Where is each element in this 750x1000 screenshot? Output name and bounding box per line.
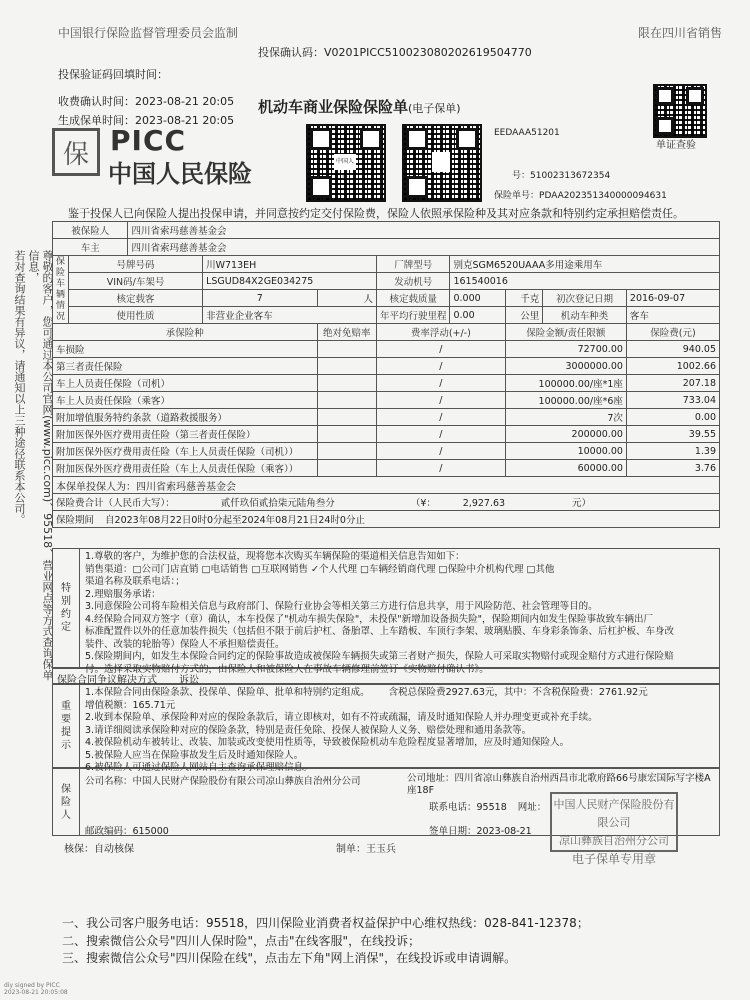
notice-label: 重要提示: [61, 701, 71, 751]
vehicle-section-label: 保险车辆情况: [53, 256, 69, 324]
coverage-name: 附加医保外医疗费用责任险（车上人员责任保险（乘客））: [53, 460, 318, 477]
payment-time-label: 收费确认时间：: [58, 95, 135, 108]
footer-line: 一、我公司客户服务电话：95518，四川保险业消费者权益保护中心维权热线：028-841-12378；: [62, 916, 589, 930]
contact-row: [429, 799, 546, 813]
coverage-amount: 10000.00: [505, 443, 626, 460]
coverage-premium: 733.04: [626, 392, 719, 409]
plate-value: 川W713EH: [203, 256, 377, 273]
period-value: 自2023年08月22日0时0分起至2024年08月21日24时0分止: [105, 515, 365, 526]
reg-date-label: 初次登记日期: [543, 290, 627, 307]
maker-value: 王玉兵: [366, 844, 396, 855]
stamp-line: 凉山彝族自治州分公司: [559, 834, 669, 847]
policy-number: [494, 188, 667, 201]
postcode-value: 615000: [132, 826, 169, 837]
coverage-float: /: [376, 358, 505, 375]
policy-qr-code[interactable]: [402, 124, 482, 202]
usage-label: 使用性质: [69, 307, 203, 324]
special-item: 装件、改装的轮胎等）保险人不承担赔偿责任。: [85, 638, 285, 650]
dispute-value: 诉讼: [179, 675, 199, 686]
review-value: 自动核保: [94, 844, 134, 855]
coverage-deductible: [317, 409, 376, 426]
mileage-label: 年平均行驶里程: [376, 307, 450, 324]
vin-value: LSGUD84X2GE034275: [203, 273, 377, 290]
confirm-code: [258, 44, 532, 60]
coverage-amount: 60000.00: [505, 460, 626, 477]
coverage-float: /: [376, 375, 505, 392]
coverage-deductible: [317, 358, 376, 375]
serial-number-label: 号：: [512, 171, 531, 181]
stamp-line: 电子保单专用章: [571, 852, 656, 866]
serial-number: [512, 168, 610, 181]
type-label: 机动车种类: [543, 307, 627, 324]
coverage-amount: 200000.00: [505, 426, 626, 443]
dispute-label: 保险合同争议解决方式: [57, 675, 157, 686]
coverage-name: 附加医保外医疗费用责任险（车上人员责任保险（司机））: [53, 443, 318, 460]
insured-value: 四川省索玛慈善基金会: [128, 222, 720, 239]
brand-cn: 中国人民保险: [108, 160, 252, 188]
coverage-premium: 1.39: [626, 443, 719, 460]
coverage-float: /: [376, 460, 505, 477]
picc-mini-logo-icon: [432, 152, 450, 172]
generate-time-value: 2023-08-21 20:05: [135, 114, 235, 127]
side-notice: [12, 250, 54, 690]
notice-item: 5.被保险人应当在保险事故发生后及时通知保险人。: [85, 749, 304, 761]
maker-label: 制单：: [336, 844, 366, 855]
coverage-name: 附加增值服务特约条款（道路救援服务）: [53, 409, 318, 426]
usage-value: 非营业企业客车: [203, 307, 377, 324]
sign-date-label: 签单日期：: [429, 826, 477, 837]
serial-number-value: 51002313672354: [530, 171, 611, 181]
coverage-deductible: [317, 460, 376, 477]
total-label: 保险费合计（人民币大写）：: [56, 498, 175, 509]
coverage-name: 车上人员责任保险（司机）: [53, 375, 318, 392]
notice-item: 4.被保险机动车被转让、改装、加装或改变使用性质等，导致被保险机动车危险程度显著增加，应及时通知保险人。: [85, 737, 570, 748]
special-item: 3.同意保险公司将车险相关信息与政府部门、保险行业协会等相关第三方进行信息共享，用于风险防范、社会管理等目的。: [85, 601, 598, 612]
vin-label: VIN码/车架号: [69, 273, 203, 290]
table-row: [53, 358, 720, 375]
special-item: 标准配置件以外的任意加装件损失（包括但不限于前后护杠、备胎罩、上车踏板、车顶行李架、玻璃贴膜、车身彩条饰条、后杠护板、车身改: [85, 626, 675, 637]
coverage-header: 费率浮动(+/-): [376, 324, 505, 341]
side-notice-line: 尊敬的客户，您可通过本公司官网(www.picc.com)、95518、营业网点等方式查询保单信息，: [27, 250, 54, 681]
statement: 鉴于投保人已向保险人提出投保申请，并同意按约定交付保险费，保险人依照承保险种及其对应条款和特别约定承担赔偿责任。: [68, 207, 684, 220]
table-row: [53, 460, 720, 477]
coverage-name: 第三者责任保险: [53, 358, 318, 375]
notice-item: [85, 687, 717, 700]
qr-finder: [310, 176, 332, 198]
address-value: 四川省凉山彝族自治州西昌市北歌府路66号康宏国际写字楼A座18F: [407, 773, 711, 796]
table-row: [53, 426, 720, 443]
load-label: 核定载质量: [376, 290, 450, 307]
model-value: 别克SGM6520UAAA多用途乘用车: [450, 256, 720, 273]
verify-label: 单证查验: [656, 140, 696, 151]
sign-date-value: 2023-08-21: [476, 826, 532, 837]
coverage-header: 绝对免赔率: [317, 324, 376, 341]
company-label: 公司名称：: [85, 776, 133, 787]
coverage-deductible: [317, 392, 376, 409]
total-cn: 贰仟玖佰贰拾柒元陆角叁分: [220, 498, 335, 509]
insured-label: 被保险人: [53, 222, 128, 239]
plate-label: 号牌号码: [69, 256, 203, 273]
period-label: 保险期间: [56, 515, 95, 526]
doc-code: EEDAAA51201: [494, 128, 560, 138]
total-row: [53, 494, 720, 511]
table-row: [53, 409, 720, 426]
special-item: 渠道名称及联系电话：；: [85, 576, 185, 587]
document-title-suffix: (电子保单): [408, 102, 461, 115]
load-value: 0.000: [450, 290, 505, 307]
special-item: 1.尊敬的客户，为维护您的合法权益，现将您本次购买车辆保险的渠道相关信息告知如下：: [85, 551, 465, 562]
table-row: [53, 341, 720, 358]
table-row: [53, 375, 720, 392]
coverage-float: /: [376, 392, 505, 409]
coverage-rows: [53, 341, 720, 477]
region-notice: 限在四川省销售: [637, 26, 722, 40]
postcode-row: [85, 823, 169, 837]
total-symbol: （¥：: [410, 498, 436, 509]
coverage-name: 车损险: [53, 341, 318, 358]
notice-item: 6.被保险人可通过保险人网站自主查询承保理赔信息。: [85, 762, 313, 773]
signature-date: 2023-08-21 20:05:08: [4, 989, 68, 996]
important-notice-box: [52, 684, 720, 773]
special-label: 特别约定: [61, 583, 71, 633]
coverage-header: 承保险种: [53, 324, 318, 341]
load-unit: 千克: [505, 290, 543, 307]
coverage-amount: 72700.00: [505, 341, 626, 358]
seats-value: 7: [203, 290, 317, 307]
footer-line: 三、搜索微信公众号"四川保险在线"，点击左下角"网上消保"，在线投诉或申请调解。: [62, 951, 517, 965]
reg-date-value: 2016-09-07: [626, 290, 719, 307]
seats-unit: 人: [317, 290, 376, 307]
owner-value: 四川省索玛慈善基金会: [128, 239, 720, 256]
dispute-row: [52, 668, 720, 684]
engine-label: 发动机号: [376, 273, 450, 290]
website-label: 网址：: [517, 802, 547, 813]
special-agreement-box: [52, 548, 720, 675]
coverage-premium: 0.00: [626, 409, 719, 426]
coverage-deductible: [317, 375, 376, 392]
qr-finder: [406, 176, 428, 198]
special-item: 5.保险期间内，如发生本保险合同约定的保险事故造成被保险车辆损失或第三者财产损失，保险人可采取实物赔付或现金赔付方式进行保险赔: [85, 651, 674, 662]
qr-finder: [310, 128, 332, 150]
policyholder-label: 本保单投保人为：: [56, 481, 136, 493]
coverage-deductible: [317, 341, 376, 358]
sign-date-row: [429, 823, 532, 837]
qr-finder: [656, 87, 674, 105]
document-title: [258, 96, 461, 117]
qr-center-label: 中国人民: [334, 154, 356, 170]
review-row: [64, 840, 134, 855]
total-num: 2,927.63: [462, 498, 506, 509]
notice-item: [85, 700, 717, 713]
coverage-premium: 1002.66: [626, 358, 719, 375]
qr-finder: [686, 87, 704, 105]
policyholder-value: 四川省索玛慈善基金会: [136, 481, 236, 493]
coverage-deductible: [317, 426, 376, 443]
policy-number-value: PDAA202351340000094631: [539, 191, 667, 201]
mileage-value: 0.00: [450, 307, 505, 324]
coverage-header: 保险金额/责任限额: [505, 324, 626, 341]
coverage-name: 车上人员责任保险（乘客）: [53, 392, 318, 409]
notice-item: 2.收到本保险单、承保险种对应的保险条款后，请立即核对，如有不符或疏漏，请及时通知保险人并办理变更或补充手续。: [85, 712, 598, 723]
coverage-amount: 7次: [505, 409, 626, 426]
coverage-amount: 100000.00/座*1座: [505, 375, 626, 392]
coverage-premium: 3.76: [626, 460, 719, 477]
electronic-seal-stamp: [550, 792, 678, 866]
tax-excluded-value: 2761.92元: [598, 687, 648, 698]
special-item: 付。选择采取实物赔付方式的，由保险人和被保险人在事故车辆修理前签订《实物赔付确认书》。: [85, 663, 489, 675]
seats-label: 核定载客: [69, 290, 203, 307]
policyholder-row: [53, 477, 720, 494]
stamp-line: 中国人民财产保险股份有限公司: [553, 798, 675, 829]
coverage-premium: 940.05: [626, 341, 719, 358]
company-row: [85, 773, 361, 787]
coverage-amount: 100000.00/座*6座: [505, 392, 626, 409]
maker-row: [336, 840, 396, 855]
coverage-amount: 3000000.00: [505, 358, 626, 375]
tax-included-label: 含税总保险费2927.63元，其中：不含税保险费：: [388, 687, 599, 698]
verify-qr-code[interactable]: [653, 84, 707, 138]
confirm-code-value: V0201PICC510023080202619504770: [324, 46, 532, 59]
coverage-header: 保险费(元): [626, 324, 719, 341]
vat-value: 165.71元: [132, 699, 176, 711]
document-title-main: 机动车商业保险保险单: [258, 98, 409, 116]
qr-finder: [360, 128, 382, 150]
qr-finder: [656, 117, 674, 135]
footer-line: 二、搜索微信公众号"四川人保时险"，点击"在线客服"，在线投诉；: [62, 934, 421, 948]
table-row: [53, 392, 720, 409]
picc-logo-icon: 保: [52, 128, 100, 176]
period-row: [53, 511, 720, 528]
notice-item: 3.请详细阅读承保险种对应的保险条款，特别是责任免除、投保人被保险人义务、赔偿处理和通用条款等。: [85, 724, 532, 736]
qr-finder: [406, 128, 428, 150]
insurer-label: 保险人: [61, 783, 71, 821]
coverage-premium: 39.55: [626, 426, 719, 443]
payment-time: [58, 93, 234, 109]
vat-label: 增值税额：: [85, 699, 133, 711]
total-unit: 元）: [571, 498, 591, 509]
review-label: 核保：: [64, 844, 94, 855]
verify-return-time: 投保验证码回填时间：: [58, 68, 168, 81]
wechat-qr-code[interactable]: [306, 124, 386, 202]
side-notice-line: 若对查询结果有异议，请通知以上三种途径联系本公司。: [13, 250, 26, 525]
phone-value: 95518: [476, 802, 507, 813]
signature-note: diy signed by PICC: [4, 982, 60, 989]
special-item: 4.经保险合同双方签字（章）确认，本车投保了"机动车损失保险"，未投保"新增加设备损失险"，保险期间内如发生保险事故致车辆出厂: [85, 613, 654, 625]
address-label: 公司地址：: [407, 773, 455, 784]
payment-time-value: 2023-08-21 20:05: [135, 95, 235, 108]
engine-value: 161540016: [450, 273, 720, 290]
table-row: [53, 443, 720, 460]
model-label: 厂牌型号: [376, 256, 450, 273]
qr-finder: [456, 128, 478, 150]
phone-label: 联系电话：: [429, 802, 477, 813]
coverage-float: /: [376, 409, 505, 426]
special-item: 销售渠道：□公司门店直销 □电话销售 □互联网销售 ✓个人代理 □车辆经销商代理 □保险中介机构代理 □其他: [85, 563, 555, 575]
mileage-unit: 公里: [505, 307, 543, 324]
confirm-code-label: 投保确认码：: [258, 46, 324, 59]
coverage-name: 附加医保外医疗费用责任险（第三者责任保险）: [53, 426, 318, 443]
owner-label: 车主: [53, 239, 128, 256]
coverage-float: /: [376, 426, 505, 443]
policy-table: [52, 221, 720, 528]
postcode-label: 邮政编码：: [85, 826, 133, 837]
coverage-premium: 207.18: [626, 375, 719, 392]
coverage-float: /: [376, 443, 505, 460]
policy-number-label: 保险单号：: [494, 191, 540, 201]
coverage-float: /: [376, 341, 505, 358]
special-item: 2.理赔服务承诺：: [85, 588, 161, 600]
company-value: 中国人民财产保险股份有限公司凉山彝族自治州分公司: [132, 776, 361, 787]
notice-item-text: 1.本保险合同由保险条款、投保单、保险单、批单和特别约定组成。: [85, 687, 370, 698]
generate-time-label: 生成保单时间：: [58, 114, 135, 127]
supervisor-text: 中国银行保险监督管理委员会监制: [58, 26, 239, 40]
brand-en: PICC: [110, 124, 187, 157]
coverage-deductible: [317, 443, 376, 460]
type-value: 客车: [626, 307, 719, 324]
